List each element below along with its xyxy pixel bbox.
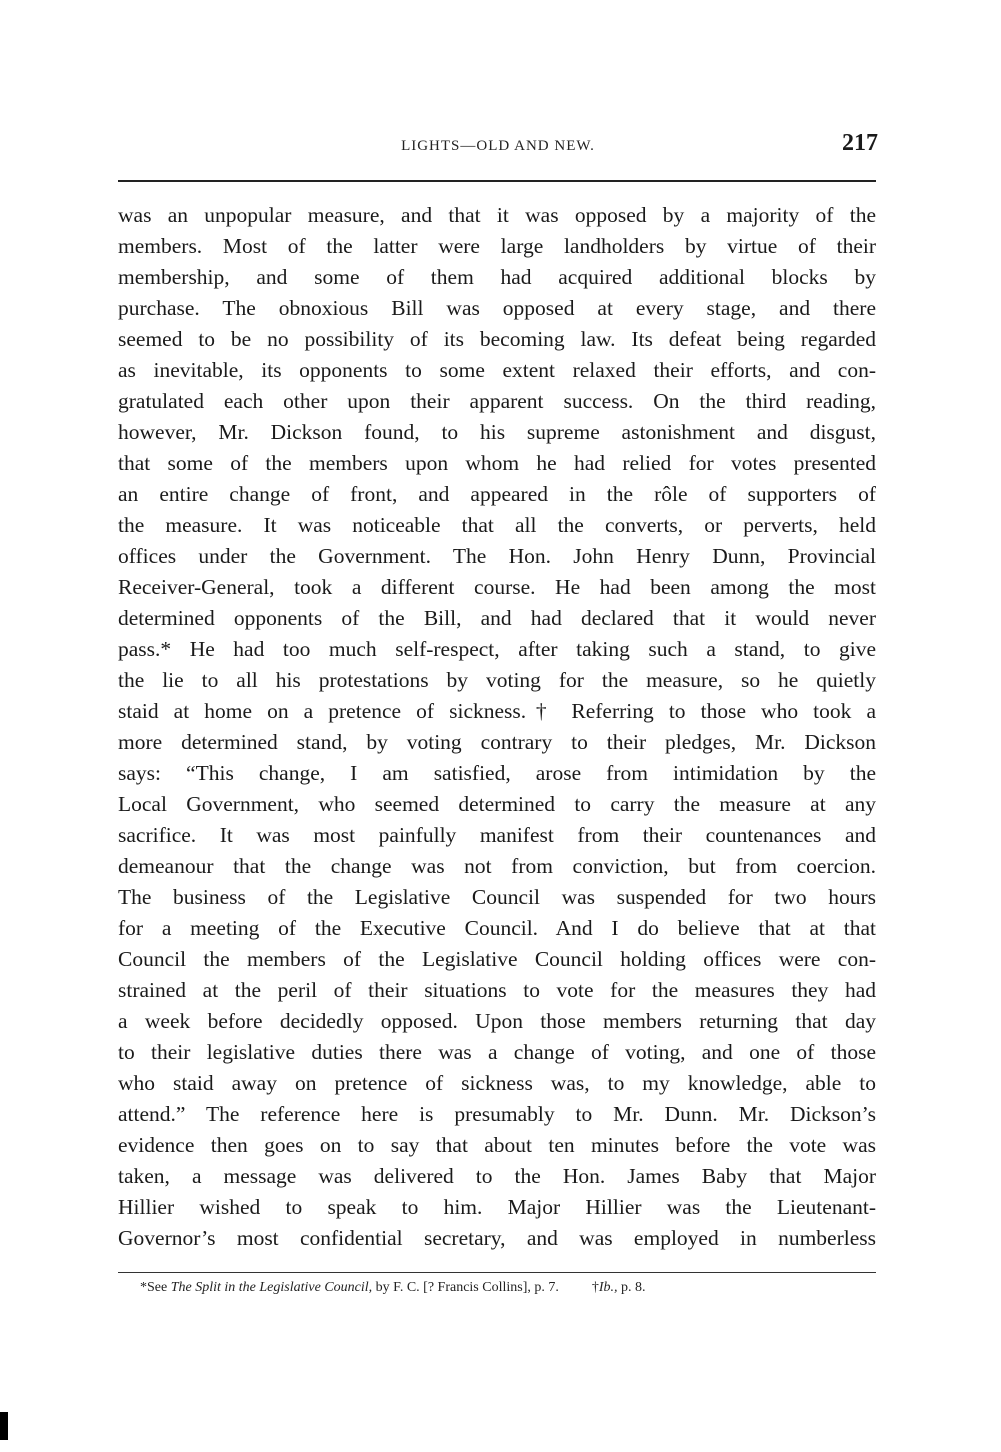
text-line: taken, a message was delivered to the Hon. James Baby that Major	[118, 1164, 876, 1188]
page-header	[118, 130, 878, 160]
text-line: a week before decidedly opposed. Upon those members returning that day	[118, 1009, 876, 1033]
text-line: for a meeting of the Executive Council. And I do believe that at that	[118, 916, 876, 940]
footnote-2	[592, 1280, 646, 1295]
footnote-1	[140, 1280, 562, 1295]
text-line: an entire change of front, and appeared in the rôle of supporters of	[118, 482, 876, 506]
footnote-1-suffix: by F. C. [? Francis Collins], p. 7.	[372, 1280, 559, 1295]
footnote-1-title: The Split in the Legislative Council,	[170, 1280, 373, 1295]
page-number: 217	[842, 130, 878, 156]
header-rule	[118, 180, 876, 182]
text-line: to their legislative duties there was a change of voting, and one of those	[118, 1040, 876, 1064]
text-line: demeanour that the change was not from conviction, but from coercion.	[118, 854, 876, 878]
text-line: the measure. It was noticeable that all the converts, or perverts, held	[118, 513, 876, 537]
text-line: Receiver-General, took a different course. He had been among the most	[118, 575, 876, 599]
text-line: as inevitable, its opponents to some extent relaxed their efforts, and con-	[118, 358, 876, 382]
body-text	[118, 200, 876, 1254]
footnote-2-prefix: †	[591, 1280, 599, 1295]
text-line: staid at home on a pretence of sickness.† Referring to those who took a	[118, 699, 876, 723]
scan-edge-mark	[0, 1412, 8, 1440]
text-line: Governor’s most confidential secretary, and was employed in numberless	[118, 1226, 876, 1250]
text-line: attend.” The reference here is presumably to Mr. Dunn. Mr. Dickson’s	[118, 1102, 876, 1126]
text-line: Hillier wished to speak to him. Major Hillier was the Lieutenant-	[118, 1195, 876, 1219]
footnote-2-suffix: p. 8.	[617, 1280, 646, 1295]
text-line: determined opponents of the Bill, and had declared that it would never	[118, 606, 876, 630]
text-line: members. Most of the latter were large landholders by virtue of their	[118, 234, 876, 258]
text-line: The business of the Legislative Council was suspended for two hours	[118, 885, 876, 909]
text-line: membership, and some of them had acquired additional blocks by	[118, 265, 876, 289]
text-line: says: “This change, I am satisfied, arose from intimidation by the	[118, 761, 876, 785]
text-line: pass.* He had too much self-respect, after taking such a stand, to give	[118, 637, 876, 661]
text-line: Council the members of the Legislative Council holding offices were con-	[118, 947, 876, 971]
text-line: Local Government, who seemed determined to carry the measure at any	[118, 792, 876, 816]
text-line: gratulated each other upon their apparent success. On the third reading,	[118, 389, 876, 413]
text-line: more determined stand, by voting contrary to their pledges, Mr. Dickson	[118, 730, 876, 754]
footnote-rule	[118, 1272, 876, 1273]
text-line: sacrifice. It was most painfully manifest from their countenances and	[118, 823, 876, 847]
text-line: evidence then goes on to say that about ten minutes before the vote was	[118, 1133, 876, 1157]
footnote-1-prefix: *See	[140, 1280, 171, 1295]
text-line: strained at the peril of their situations to vote for the measures they had	[118, 978, 876, 1002]
text-line: seemed to be no possibility of its becoming law. Its defeat being regarded	[118, 327, 876, 351]
text-line: that some of the members upon whom he had relied for votes presented	[118, 451, 876, 475]
running-head: LIGHTS—OLD AND NEW.	[401, 138, 595, 154]
text-line: who staid away on pretence of sickness was, to my knowledge, able to	[118, 1071, 876, 1095]
text-line: however, Mr. Dickson found, to his supreme astonishment and disgust,	[118, 420, 876, 444]
text-line: was an unpopular measure, and that it was opposed by a majority of the	[118, 203, 876, 227]
footnotes	[140, 1280, 860, 1296]
text-line: offices under the Government. The Hon. John Henry Dunn, Provincial	[118, 544, 876, 568]
text-line: purchase. The obnoxious Bill was opposed at every stage, and there	[118, 296, 876, 320]
footnote-2-ib: Ib.,	[598, 1280, 618, 1295]
text-line: the lie to all his protestations by voting for the measure, so he quietly	[118, 668, 876, 692]
